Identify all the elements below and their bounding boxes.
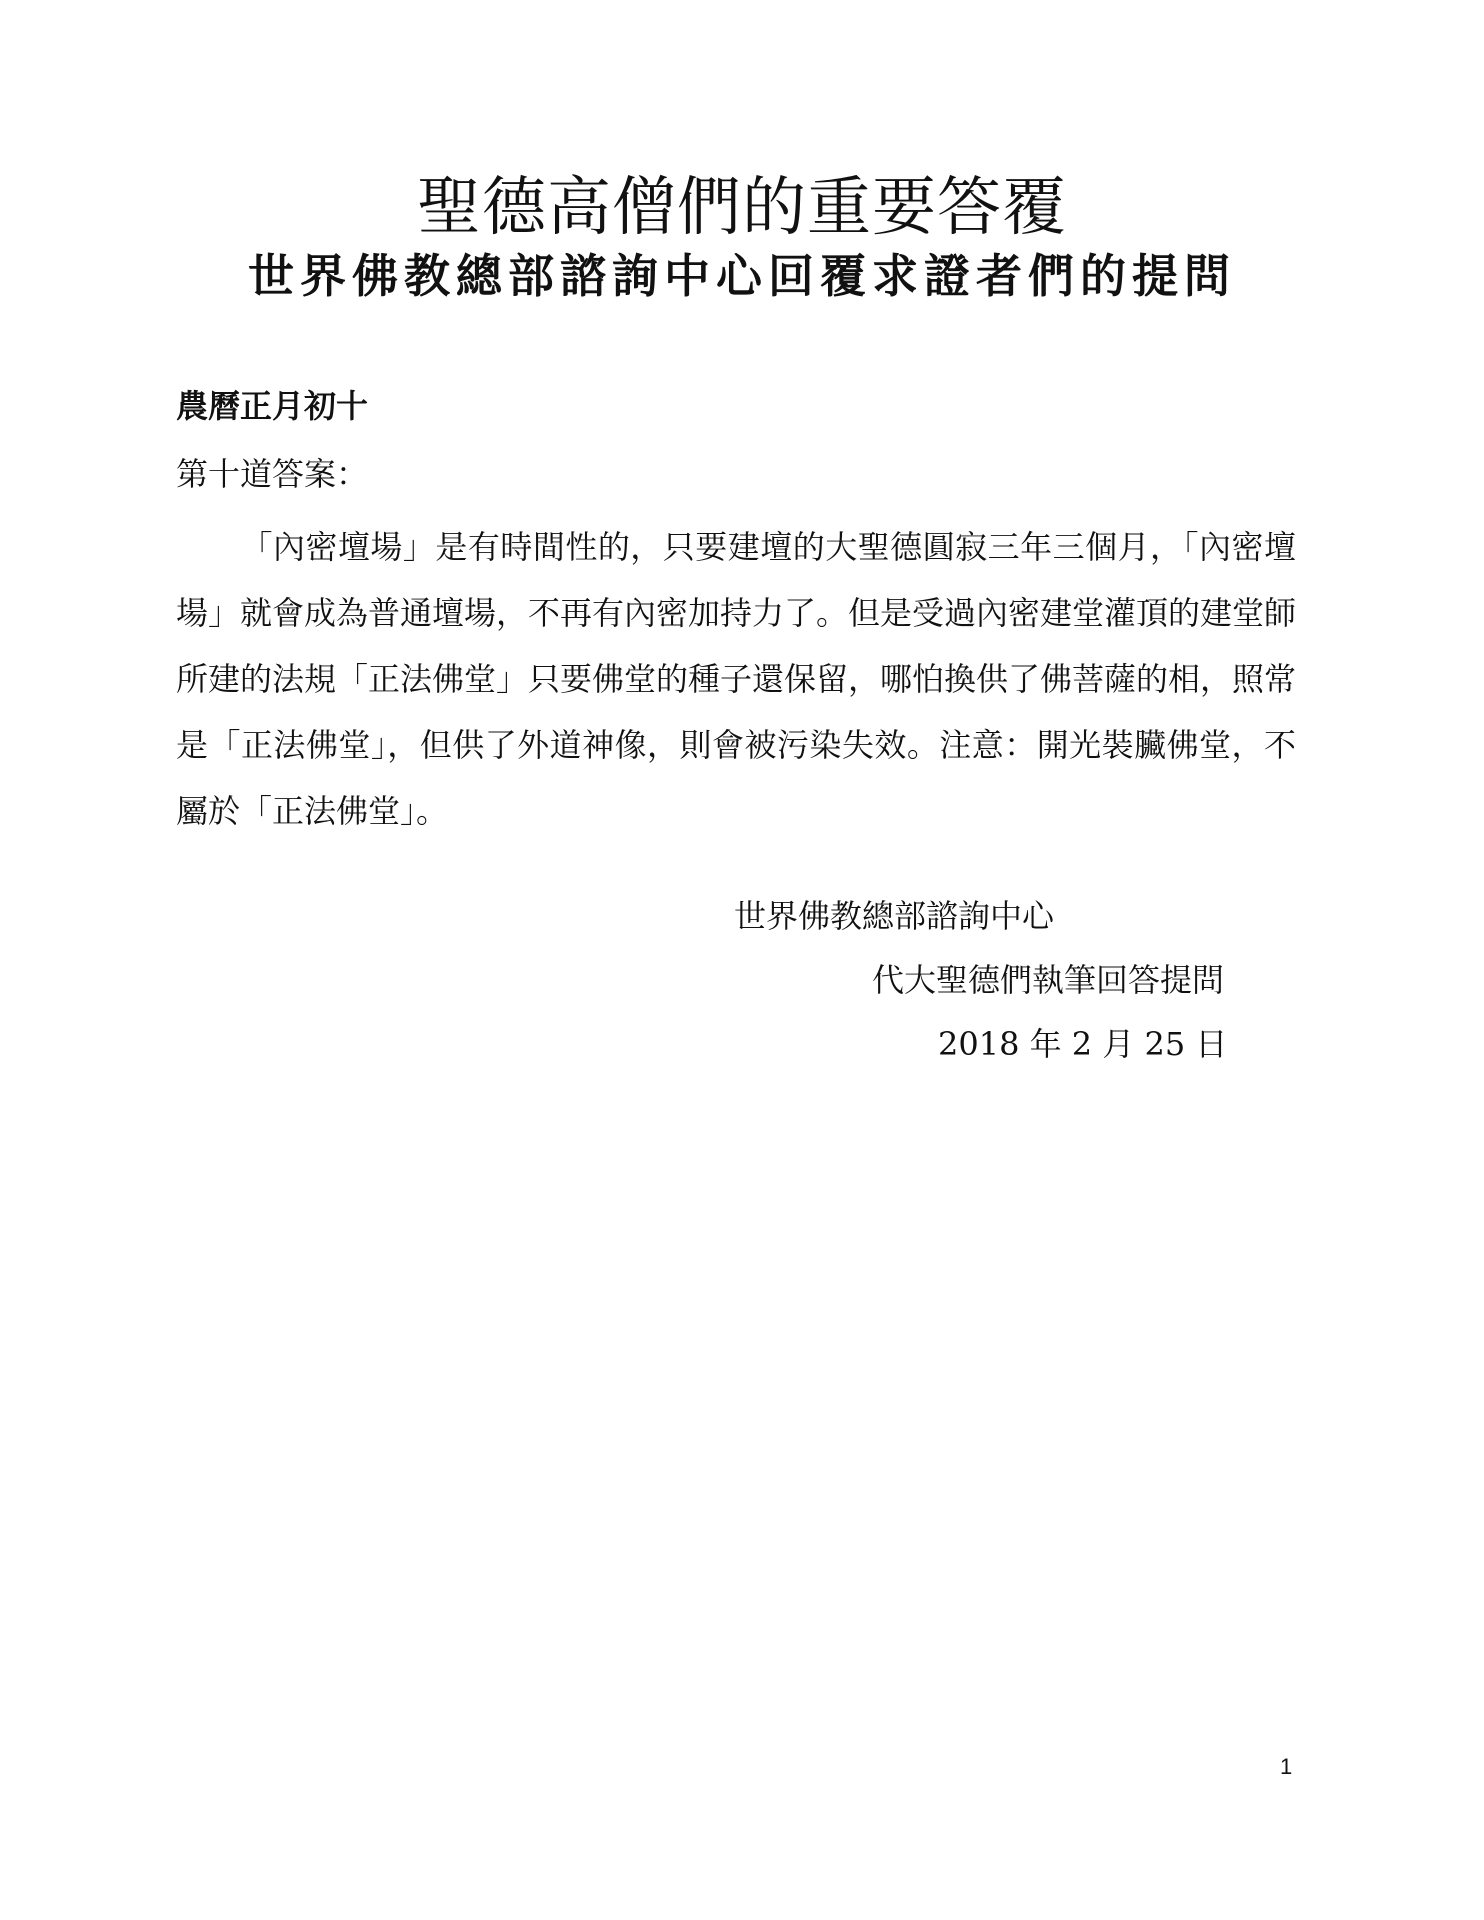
lunar-date-heading: 農曆正月初十: [176, 387, 369, 425]
signature-date: 2018 年 2 月 25 日: [938, 1025, 1228, 1063]
signature-role: 代大聖德們執筆回答提問: [872, 961, 1225, 999]
signature-organization: 世界佛教總部諮詢中心: [734, 897, 1055, 935]
answer-body-text: 「內密壇場」是有時間性的，只要建壇的大聖德圓寂三年三個月，「內密壇場」就會成為普通壇場，不再有內密加持力了。但是受過內密建堂灌頂的建堂師所建的法規「正法佛堂」只要佛堂的種子還保留，哪怕換供了佛菩薩的相，照常是「正法佛堂」，但供了外道神像，則會被污染失效。注意：開光裝臟佛堂，不屬於「正法佛堂」。: [176, 528, 1297, 830]
answer-paragraph: [176, 514, 1296, 844]
document-subtitle: 世界佛教總部諮詢中心回覆求證者們的提問: [248, 249, 1236, 303]
document-title: 聖德高僧們的重要答覆: [417, 171, 1067, 245]
page-number: 1: [1280, 1754, 1293, 1779]
answer-label: 第十道答案：: [176, 455, 369, 493]
